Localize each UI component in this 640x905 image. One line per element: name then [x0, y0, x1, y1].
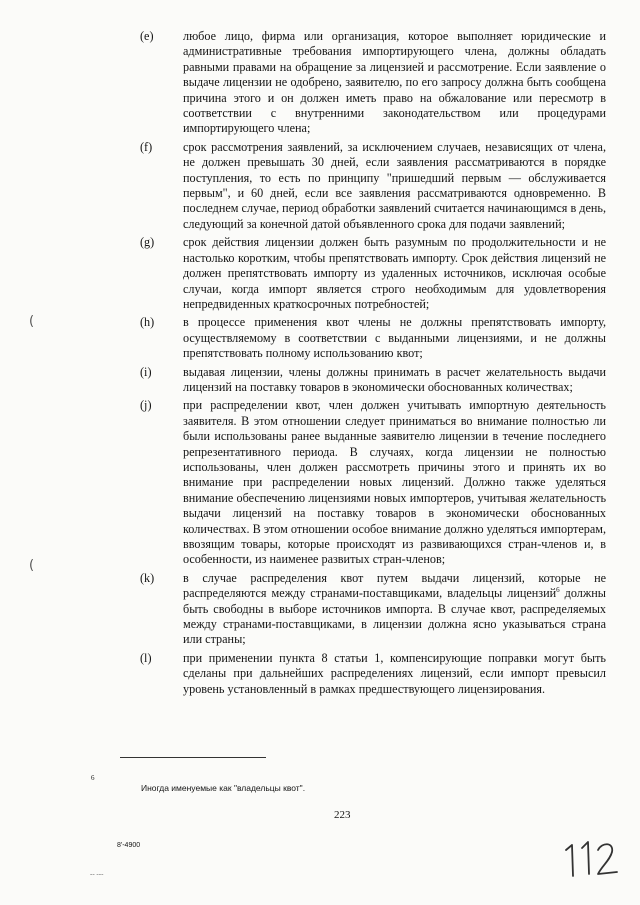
item-text: при применении пункта 8 статьи 1, компенсирующие поправки могут быть сделаны при дальнейших распределениях лицензий, если импорт превысил уровень установленный в рамках предшествующего лицензирования.	[183, 650, 606, 696]
item-text: при распределении квот, член должен учитывать импортную деятельность заявителя. В этом отношении следует приниматься во внимание полностью ли были использованы ранее выданные заявителю лицензии в течение последнего репрезентативного периода. В случаях, когда лицензии не полностью использованы, член должен рассмотреть причины этого и принять их во внимание при распределении новых лицензий. Должно также уделяться внимание обеспечению лицензиями новых импортеров, учитывая желательность выдачи лицензий на поставку товаров в экономически обоснованных количествах. В этом отношении особое внимание должно уделяться импортерам, ввозящим товары, которые происходят из развивающихся стран-членов и, в особенности, из наименее развитых стран-членов;	[183, 398, 606, 567]
item-text: выдавая лицензии, члены должны принимать в расчет желательность выдачи лицензий на поставку товаров в экономически обоснованных количествах;	[183, 364, 606, 394]
item-text: любое лицо, фирма или организация, которое выполняет юридические и административные требования импортирующего члена, должны обладать равными правами на обращение за лицензией и рассмотрение. Если заявление о выдаче лицензии не одобрено, заявителю, по его запросу должна быть сообщена причина этого и он должен иметь право на обжалование или пересмотр в соответствии с внутренними законодательством или процедурами импортирующего члена;	[183, 29, 606, 136]
item-label: (h)	[140, 315, 155, 330]
item-label: (l)	[140, 650, 152, 665]
list-item	[140, 365, 606, 396]
item-text	[183, 571, 606, 648]
item-text: срок действия лицензии должен быть разумным по продолжительности и не настолько коротким, чтобы препятствовать импорту. Срок действия лицензий не должен препятствовать импорту из удаленных источников, исключая особые случаи, когда импорт является строго необходимым для удовлетворения непредвиденных краткосрочных потребностей;	[183, 235, 606, 311]
item-text: срок рассмотрения заявлений, за исключением случаев, независящих от члена, не должен превышать 30 дней, если заявления рассматриваются в порядке поступления, то есть по принципу "пришедший первым — обслуживается первым", и 60 дней, если все заявления рассматриваются одновременно. В последнем случае, период обработки заявлений считается начинающимся в день, следующий за конечной датой объявленного срока для подачи заявлений;	[183, 139, 606, 231]
handwritten-page-number	[562, 836, 620, 880]
document-code: 8'-4900	[117, 842, 141, 849]
list-item	[140, 571, 606, 648]
item-text-part: должны быть свободны в выборе источников импорта. В случае квот, распределяемых между странами-поставщиками, в лицензии должна ясно указываться страна или страны;	[183, 586, 606, 647]
list-item	[140, 235, 606, 312]
footnote-mark: 6	[91, 774, 95, 782]
list-item	[140, 398, 606, 567]
list-item	[140, 651, 606, 697]
item-label: (i)	[140, 364, 152, 379]
list-item	[140, 29, 606, 137]
margin-mark: (	[29, 314, 35, 329]
item-label: (j)	[140, 398, 152, 413]
bottom-marks: -- ---	[90, 870, 104, 878]
item-text: в процессе применения квот члены не должны препятствовать импорту, осуществляемому в соответствии с выданными лицензиями, и не должны препятствовать полному использованию квот;	[183, 315, 606, 361]
clause-list	[140, 29, 606, 700]
item-label: (k)	[140, 570, 155, 585]
item-label: (f)	[140, 139, 153, 154]
footnote-text: Иногда именуемые как "владельцы квот".	[141, 783, 306, 793]
list-item	[140, 140, 606, 232]
footnote-reference: 6	[556, 586, 560, 595]
item-text-part: в случае распределения квот путем выдачи лицензий, которые не распределяются между странами-поставщиками, владельцы лицензий	[183, 570, 606, 601]
item-label: (e)	[140, 29, 154, 43]
item-label: (g)	[140, 235, 155, 250]
footnote-divider	[120, 757, 266, 758]
margin-mark: (	[29, 558, 35, 573]
page-number: 223	[334, 809, 351, 821]
list-item	[140, 315, 606, 361]
